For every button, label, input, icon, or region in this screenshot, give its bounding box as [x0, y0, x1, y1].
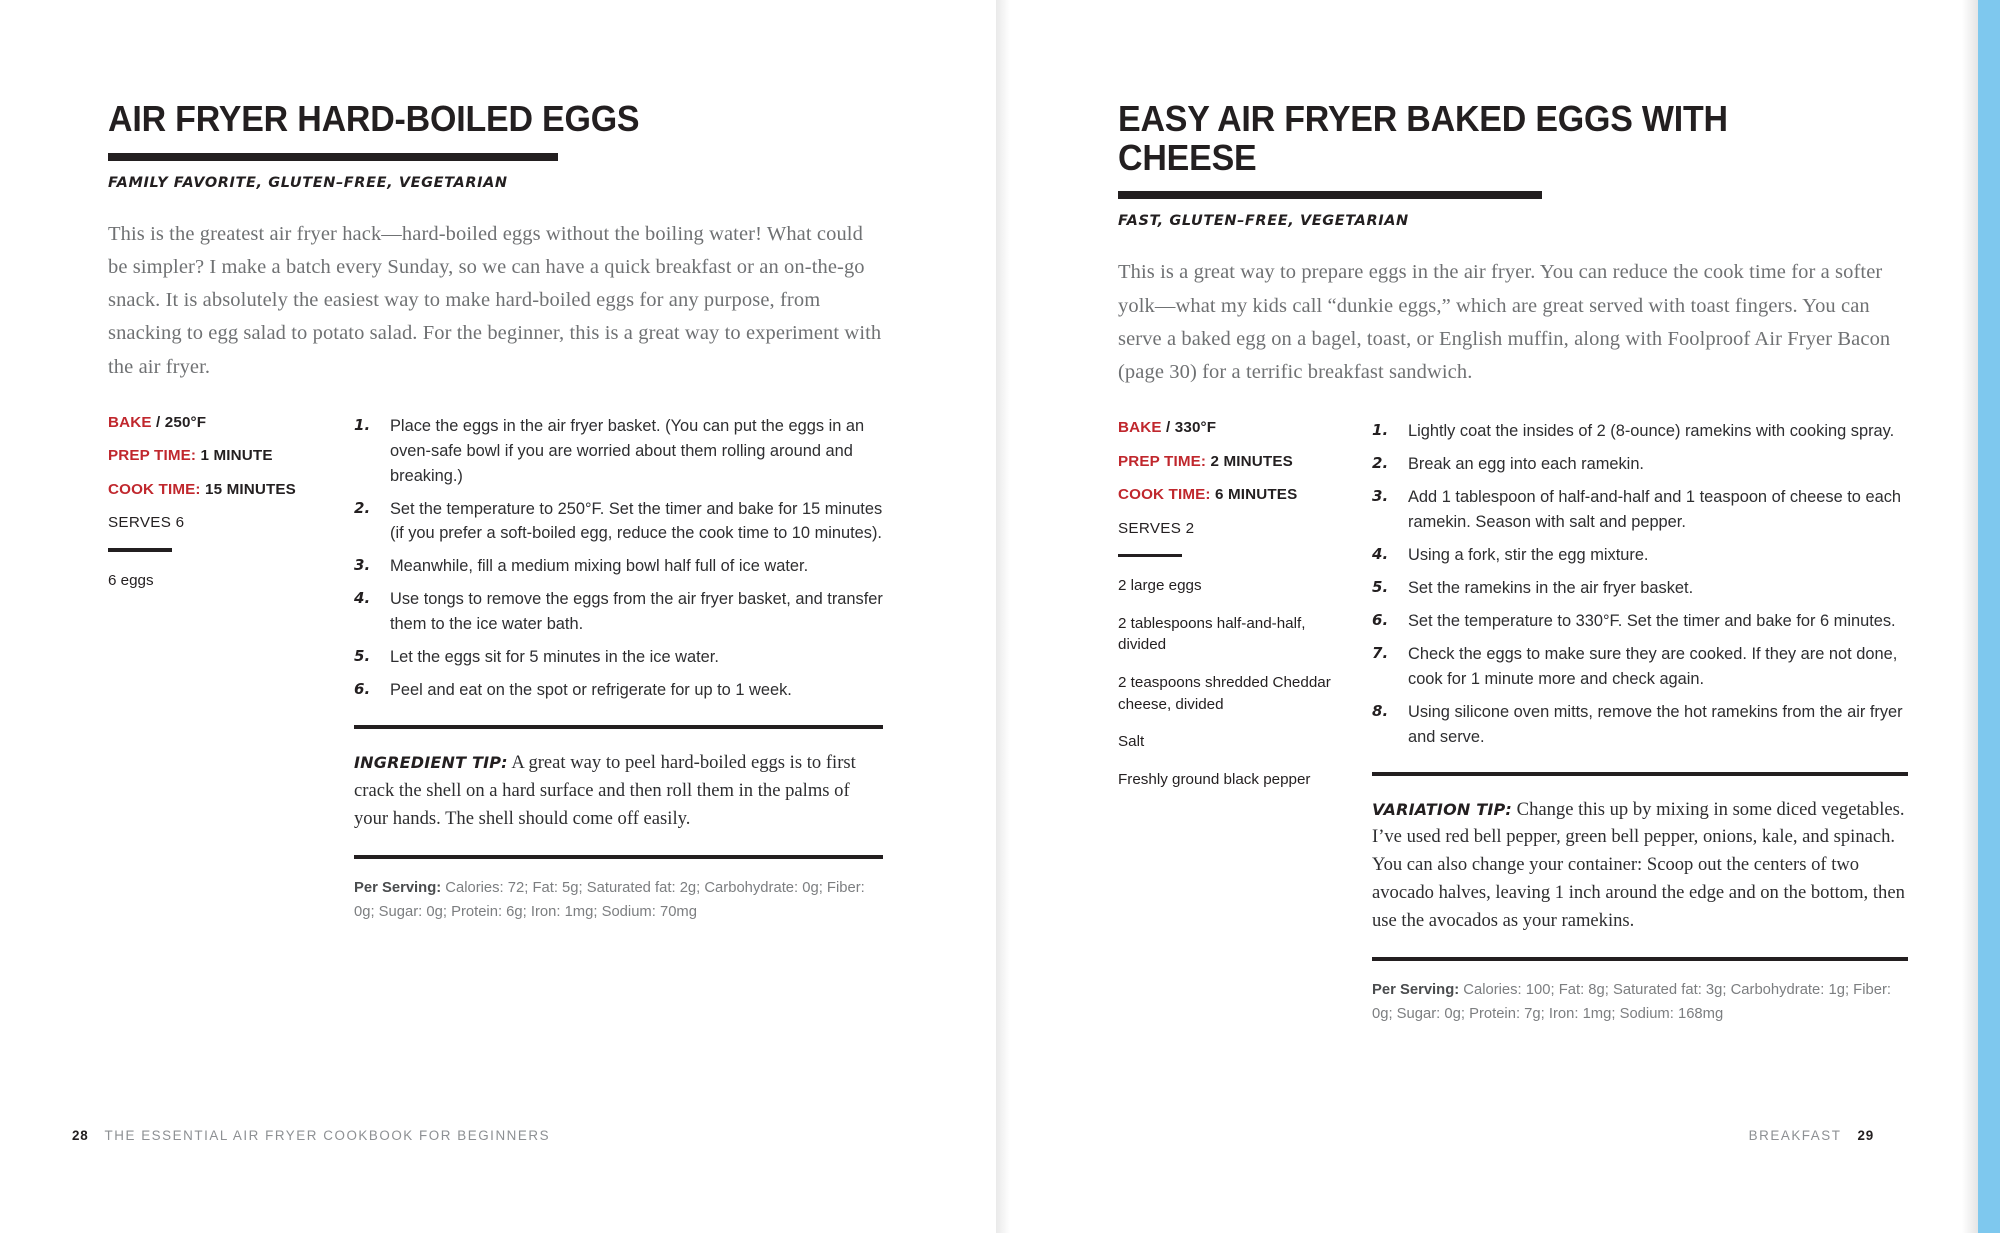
nutrition-values: Calories: 72; Fat: 5g; Saturated fat: 2g; Carbohydrate: 0g; Fiber: 0g; Sugar: 0g; Protein: 6g; Iron: 1mg; Sodium: 70mg [354, 879, 865, 920]
steps-list-right [1372, 419, 1908, 749]
recipe-columns-left [108, 414, 883, 925]
meta-method-right [1118, 419, 1348, 436]
list-item: Peel and eat on the spot or refrigerate for up to 1 week. [390, 681, 792, 700]
meta-prep-value: 1 MINUTE [200, 447, 273, 465]
list-item: Set the temperature to 330°F. Set the timer and bake for 6 minutes. [1408, 611, 1896, 630]
ingredient-list-right [1118, 575, 1348, 790]
list-item: 2 tablespoons half-and-half, divided [1118, 614, 1306, 654]
recipe-steps-column-right [1372, 419, 1908, 1027]
nutrition-values: Calories: 100; Fat: 8g; Saturated fat: 3g; Carbohydrate: 1g; Fiber: 0g; Sugar: 0g; Protein: 7g; Iron: 1mg; Sodium: 168mg [1372, 981, 1891, 1022]
list-item: Set the temperature to 250°F. Set the timer and bake for 15 minutes (if you prefer a soft-boiled egg, reduce the cook time to 10 minutes). [390, 499, 883, 543]
ingredients-divider-right [1118, 554, 1182, 558]
recipe-intro-left: This is the greatest air fryer hack—hard-boiled eggs without the boiling water! What could be simpler? I make a batch every Sunday, so we can have a quick breakfast or an on-the-go snack. It is absolutely the easiest way to make hard-boiled eggs for any purpose, from snacking to egg salad to potato salad. For the beginner, this is a great way to experiment with the air fryer. [108, 222, 882, 378]
tip-text: Change this up by mixing in some diced vegetables. I’ve used red bell pepper, green bell pepper, onions, kale, and spinach. You can also change your container: Scoop out the centers of two avocado halves, leaving 1 inch around the edge and on the bottom, then use the avocados as your ramekins. [1372, 798, 1905, 932]
recipe-steps-column-left [354, 414, 883, 925]
meta-method-value: / 250°F [156, 413, 207, 431]
nutrition-label: Per Serving: [354, 879, 442, 896]
ingredients-divider-left [108, 548, 172, 552]
list-item: Add 1 tablespoon of half-and-half and 1 teaspoon of cheese to each ramekin. Season with salt and pepper. [1408, 488, 1901, 531]
nutrition-info-right [1372, 979, 1908, 1027]
meta-method-label: BAKE [108, 413, 152, 431]
left-page-content [108, 100, 883, 925]
footer-section-title: BREAKFAST [1748, 1128, 1842, 1143]
meta-prep-right [1118, 453, 1348, 470]
list-item: Meanwhile, fill a medium mixing bowl half full of ice water. [390, 557, 809, 576]
page-number-right: 29 [1857, 1128, 1874, 1143]
list-item: Place the eggs in the air fryer basket. (You can put the eggs in an oven-safe bowl if you are worried about them rolling around and breaking.) [390, 416, 865, 485]
meta-serves-left: SERVES 6 [108, 514, 185, 532]
nutrition-divider-left [354, 855, 883, 859]
footer-left [72, 1128, 550, 1143]
list-item: Use tongs to remove the eggs from the air fryer basket, and transfer them to the ice water bath. [390, 590, 883, 634]
list-item: Check the eggs to make sure they are cooked. If they are not done, cook for 1 minute more and check again. [1408, 644, 1898, 688]
meta-cook-label: COOK TIME: [1118, 486, 1211, 504]
recipe-title-left: AIR FRYER HARD-BOILED EGGS [108, 98, 640, 139]
meta-cook-left [108, 481, 330, 498]
meta-prep-label: PREP TIME: [108, 447, 197, 465]
nutrition-info-left [354, 877, 883, 925]
list-item: Let the eggs sit for 5 minutes in the ice water. [390, 648, 719, 667]
section-edge-tab [1978, 0, 2000, 1233]
meta-cook-label: COOK TIME: [108, 480, 201, 498]
tip-divider-left [354, 725, 883, 729]
recipe-columns-right [1118, 419, 1908, 1027]
tip-divider-right [1372, 772, 1908, 776]
meta-prep-left [108, 447, 330, 464]
meta-cook-right [1118, 486, 1348, 503]
meta-prep-label: PREP TIME: [1118, 452, 1207, 470]
meta-method-left [108, 414, 330, 431]
steps-list-left [354, 414, 883, 703]
meta-method-label: BAKE [1118, 419, 1162, 437]
list-item: 2 teaspoons shredded Cheddar cheese, divided [1118, 673, 1331, 713]
meta-prep-value: 2 MINUTES [1210, 452, 1293, 470]
list-item: Salt [1118, 733, 1145, 751]
meta-serves-right: SERVES 2 [1118, 519, 1195, 537]
recipe-meta-column-left [108, 414, 354, 925]
recipe-tags-right: FAST, GLUTEN–FREE, VEGETARIAN [1118, 213, 1409, 230]
title-underline-rule-left [108, 153, 558, 161]
recipe-title-right: EASY AIR FRYER BAKED EGGS WITH CHEESE [1118, 98, 1728, 178]
ingredient-list-left [108, 570, 330, 592]
list-item: Set the ramekins in the air fryer basket. [1408, 578, 1694, 597]
list-item: Using silicone oven mitts, remove the hot ramekins from the air fryer and serve. [1408, 702, 1903, 746]
recipe-intro-right: This is a great way to prepare eggs in the air fryer. You can reduce the cook time for a softer yolk—what my kids call “dunkie eggs,” which are great served with toast fingers. You can serve a baked egg on a bagel, toast, or English muffin, along with Foolproof Air Fryer Bacon (page 30) for a terrific breakfast sandwich. [1118, 261, 1891, 383]
nutrition-label: Per Serving: [1372, 981, 1460, 998]
meta-method-value: / 330°F [1166, 419, 1217, 437]
right-page-content [1118, 100, 1908, 1027]
right-page [1000, 0, 1978, 1233]
title-underline-rule-right [1118, 191, 1542, 199]
footer-right [1749, 1128, 1874, 1143]
variation-tip-right [1372, 796, 1908, 935]
list-item: Break an egg into each ramekin. [1408, 455, 1644, 474]
recipe-meta-column-right [1118, 419, 1372, 1027]
ingredient-tip-left [354, 749, 883, 833]
list-item: Freshly ground black pepper [1118, 770, 1311, 788]
tip-label: VARIATION TIP: [1372, 799, 1513, 819]
list-item: 6 eggs [108, 571, 154, 589]
page-number-left: 28 [72, 1128, 89, 1143]
recipe-tags-left: FAMILY FAVORITE, GLUTEN–FREE, VEGETARIAN [108, 174, 508, 191]
list-item: Using a fork, stir the egg mixture. [1408, 545, 1649, 564]
footer-book-title: THE ESSENTIAL AIR FRYER COOKBOOK FOR BEGINNERS [104, 1128, 551, 1143]
list-item: Lightly coat the insides of 2 (8-ounce) ramekins with cooking spray. [1408, 422, 1895, 441]
tip-text: A great way to peel hard-boiled eggs is to first crack the shell on a hard surface and then roll them in the palms of your hands. The shell should come off easily. [354, 752, 856, 829]
tip-label: INGREDIENT TIP: [354, 753, 508, 773]
meta-cook-value: 6 MINUTES [1215, 486, 1298, 504]
meta-cook-value: 15 MINUTES [205, 480, 296, 498]
list-item: 2 large eggs [1118, 577, 1202, 595]
nutrition-divider-right [1372, 957, 1908, 961]
